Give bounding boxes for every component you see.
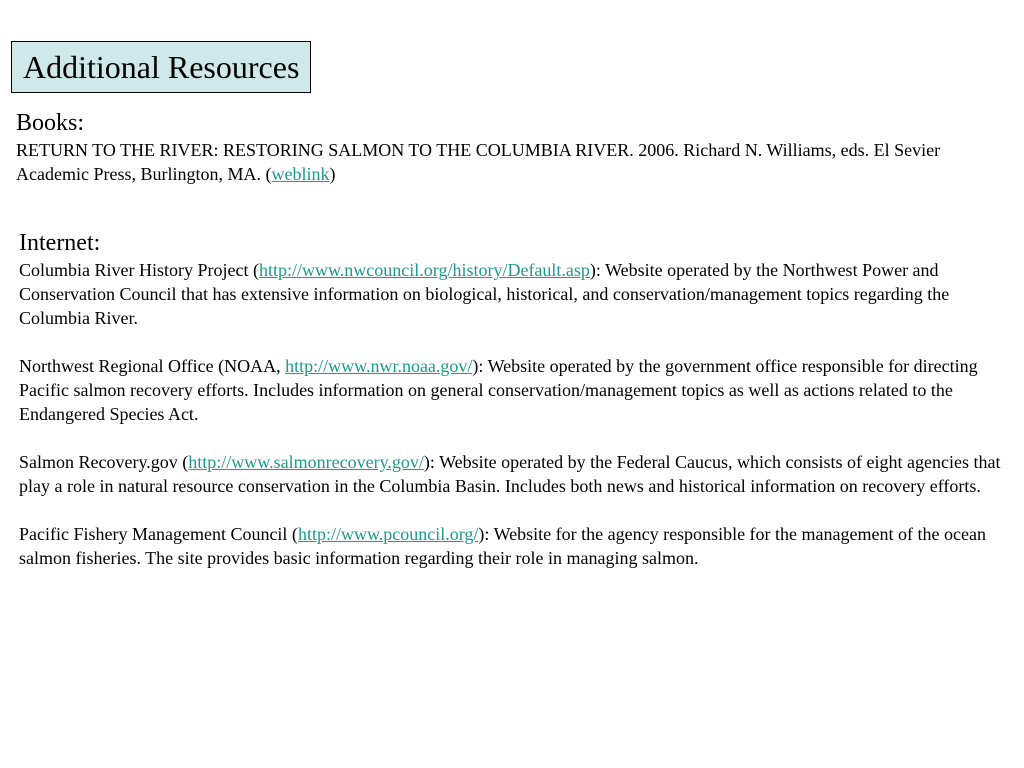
books-section <box>16 110 1006 186</box>
resource-description: ): Website operated by the Federal Caucus, which consists of eight agencies that play a role in natural resource conservation in the Columbia Basin. Includes both news and historical information on recovery efforts. <box>19 452 1001 496</box>
internet-section <box>19 230 1009 570</box>
resource-salmon-recovery <box>19 450 1009 498</box>
resource-prefix: Northwest Regional Office (NOAA, <box>19 356 286 376</box>
book-entry-text: RETURN TO THE RIVER: RESTORING SALMON TO THE COLUMBIA RIVER. 2006. Richard N. Williams, eds. El Sevier Academic Press, Burlington, MA. ( <box>16 140 941 184</box>
book-entry <box>16 138 1006 186</box>
resource-prefix: Pacific Fishery Management Council ( <box>19 524 298 544</box>
resource-columbia-river-history <box>19 258 1009 330</box>
title-box <box>11 41 311 93</box>
books-heading: Books: <box>16 110 85 136</box>
resource-prefix: Columbia River History Project ( <box>19 260 259 280</box>
resource-pacific-fishery <box>19 522 1009 570</box>
resource-link-salmonrecovery[interactable]: http://www.salmonrecovery.gov/ <box>188 452 424 472</box>
resource-description: ): Website operated by the Northwest Power and Conservation Council that has extensive information on biological, historical, and conservation/management topics regarding the Columbia River. <box>19 260 950 328</box>
resource-noaa-northwest <box>19 354 1009 426</box>
internet-heading: Internet: <box>19 230 101 256</box>
resource-prefix: Salmon Recovery.gov ( <box>19 452 189 472</box>
resource-link-noaa[interactable]: http://www.nwr.noaa.gov/ <box>285 356 473 376</box>
book-weblink[interactable]: weblink <box>271 164 330 184</box>
resource-link-nwcouncil[interactable]: http://www.nwcouncil.org/history/Default.asp <box>258 260 590 280</box>
book-entry-close: ) <box>329 164 336 184</box>
page-title: Additional Resources <box>23 49 300 85</box>
resource-description: ): Website for the agency responsible for the management of the ocean salmon fisheries. The site provides basic information regarding their role in managing salmon. <box>19 524 986 568</box>
resource-link-pcouncil[interactable]: http://www.pcouncil.org/ <box>297 524 479 544</box>
resource-description: ): Website operated by the government office responsible for directing Pacific salmon recovery efforts. Includes information on general conservation/management topics as well as actions related to the Endangered Species Act. <box>19 356 978 424</box>
